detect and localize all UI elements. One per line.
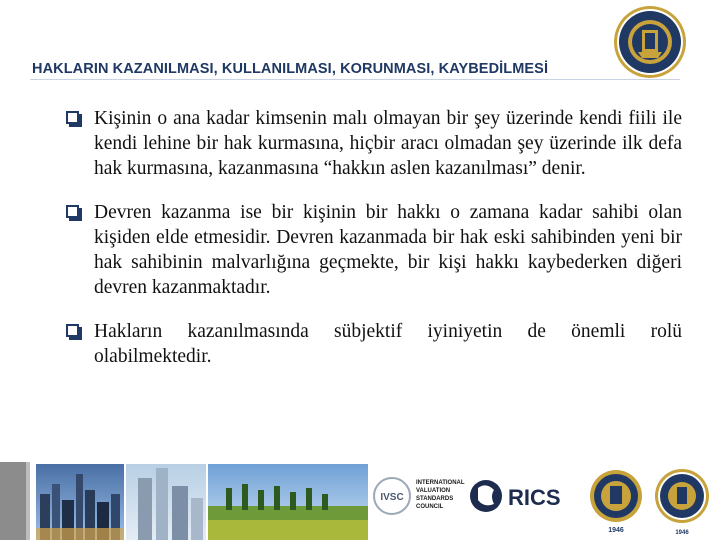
square-bullet-icon — [66, 111, 79, 124]
countryside-photo — [208, 464, 368, 540]
square-bullet-icon — [66, 205, 79, 218]
ivsc-label: IVSC — [380, 492, 404, 503]
bullet-text: Hakların kazanılmasında sübjektif iyiniyetin de önemli rolü olabilmektedir. — [94, 321, 682, 367]
footer-banner — [0, 462, 720, 540]
seal-year: 1946 — [675, 530, 689, 536]
rics-logo — [470, 480, 561, 512]
modern-towers-photo — [126, 464, 206, 540]
footer-logo-strip — [372, 464, 720, 540]
bullet-list — [66, 106, 682, 388]
square-bullet-icon — [66, 324, 79, 337]
ivsc-line: STANDARDS — [416, 496, 454, 502]
slide-title: HAKLARIN KAZANILMASI, KULLANILMASI, KORUNMASI, KAYBEDİLMESİ — [32, 61, 549, 77]
bullet-item — [66, 106, 682, 181]
ivsc-line: INTERNATIONAL — [416, 480, 465, 486]
bullet-item — [66, 319, 682, 369]
ivsc-line: VALUATION — [416, 488, 451, 494]
footer-gray-strip — [0, 462, 26, 540]
bullet-text: Kişinin o ana kadar kimsenin malı olmayan bir şey üzerinde kendi fiili ile kendi lehine bir hak kurmasına, hiçbir aracı olmadan şey üzerinde ilk defa hak kurmasına, kazanmasına “hakkın aslen kazanılması” denir. — [94, 108, 682, 179]
city-skyline-photo — [36, 464, 124, 540]
badge-year: 1946 — [608, 527, 624, 534]
footer-gray-accent — [26, 462, 30, 540]
rics-label: RICS — [508, 485, 561, 510]
bullet-text: Devren kazanma ise bir kişinin bir hakkı o zamana kadar sahibi olan kişiden elde etmesidir. Devren kazanmada bir hak eski sahibinden yeni bir hak sahibinin malvarlığına geçmekte, bir kişi hakkı kaybederken diğeri devren kazanmaktadır. — [94, 202, 682, 298]
ivsc-line: COUNCIL — [416, 504, 444, 510]
footer-photo-strip — [36, 464, 368, 540]
university-seal-logo — [612, 4, 688, 80]
bullet-item — [66, 200, 682, 300]
title-divider — [30, 79, 680, 80]
